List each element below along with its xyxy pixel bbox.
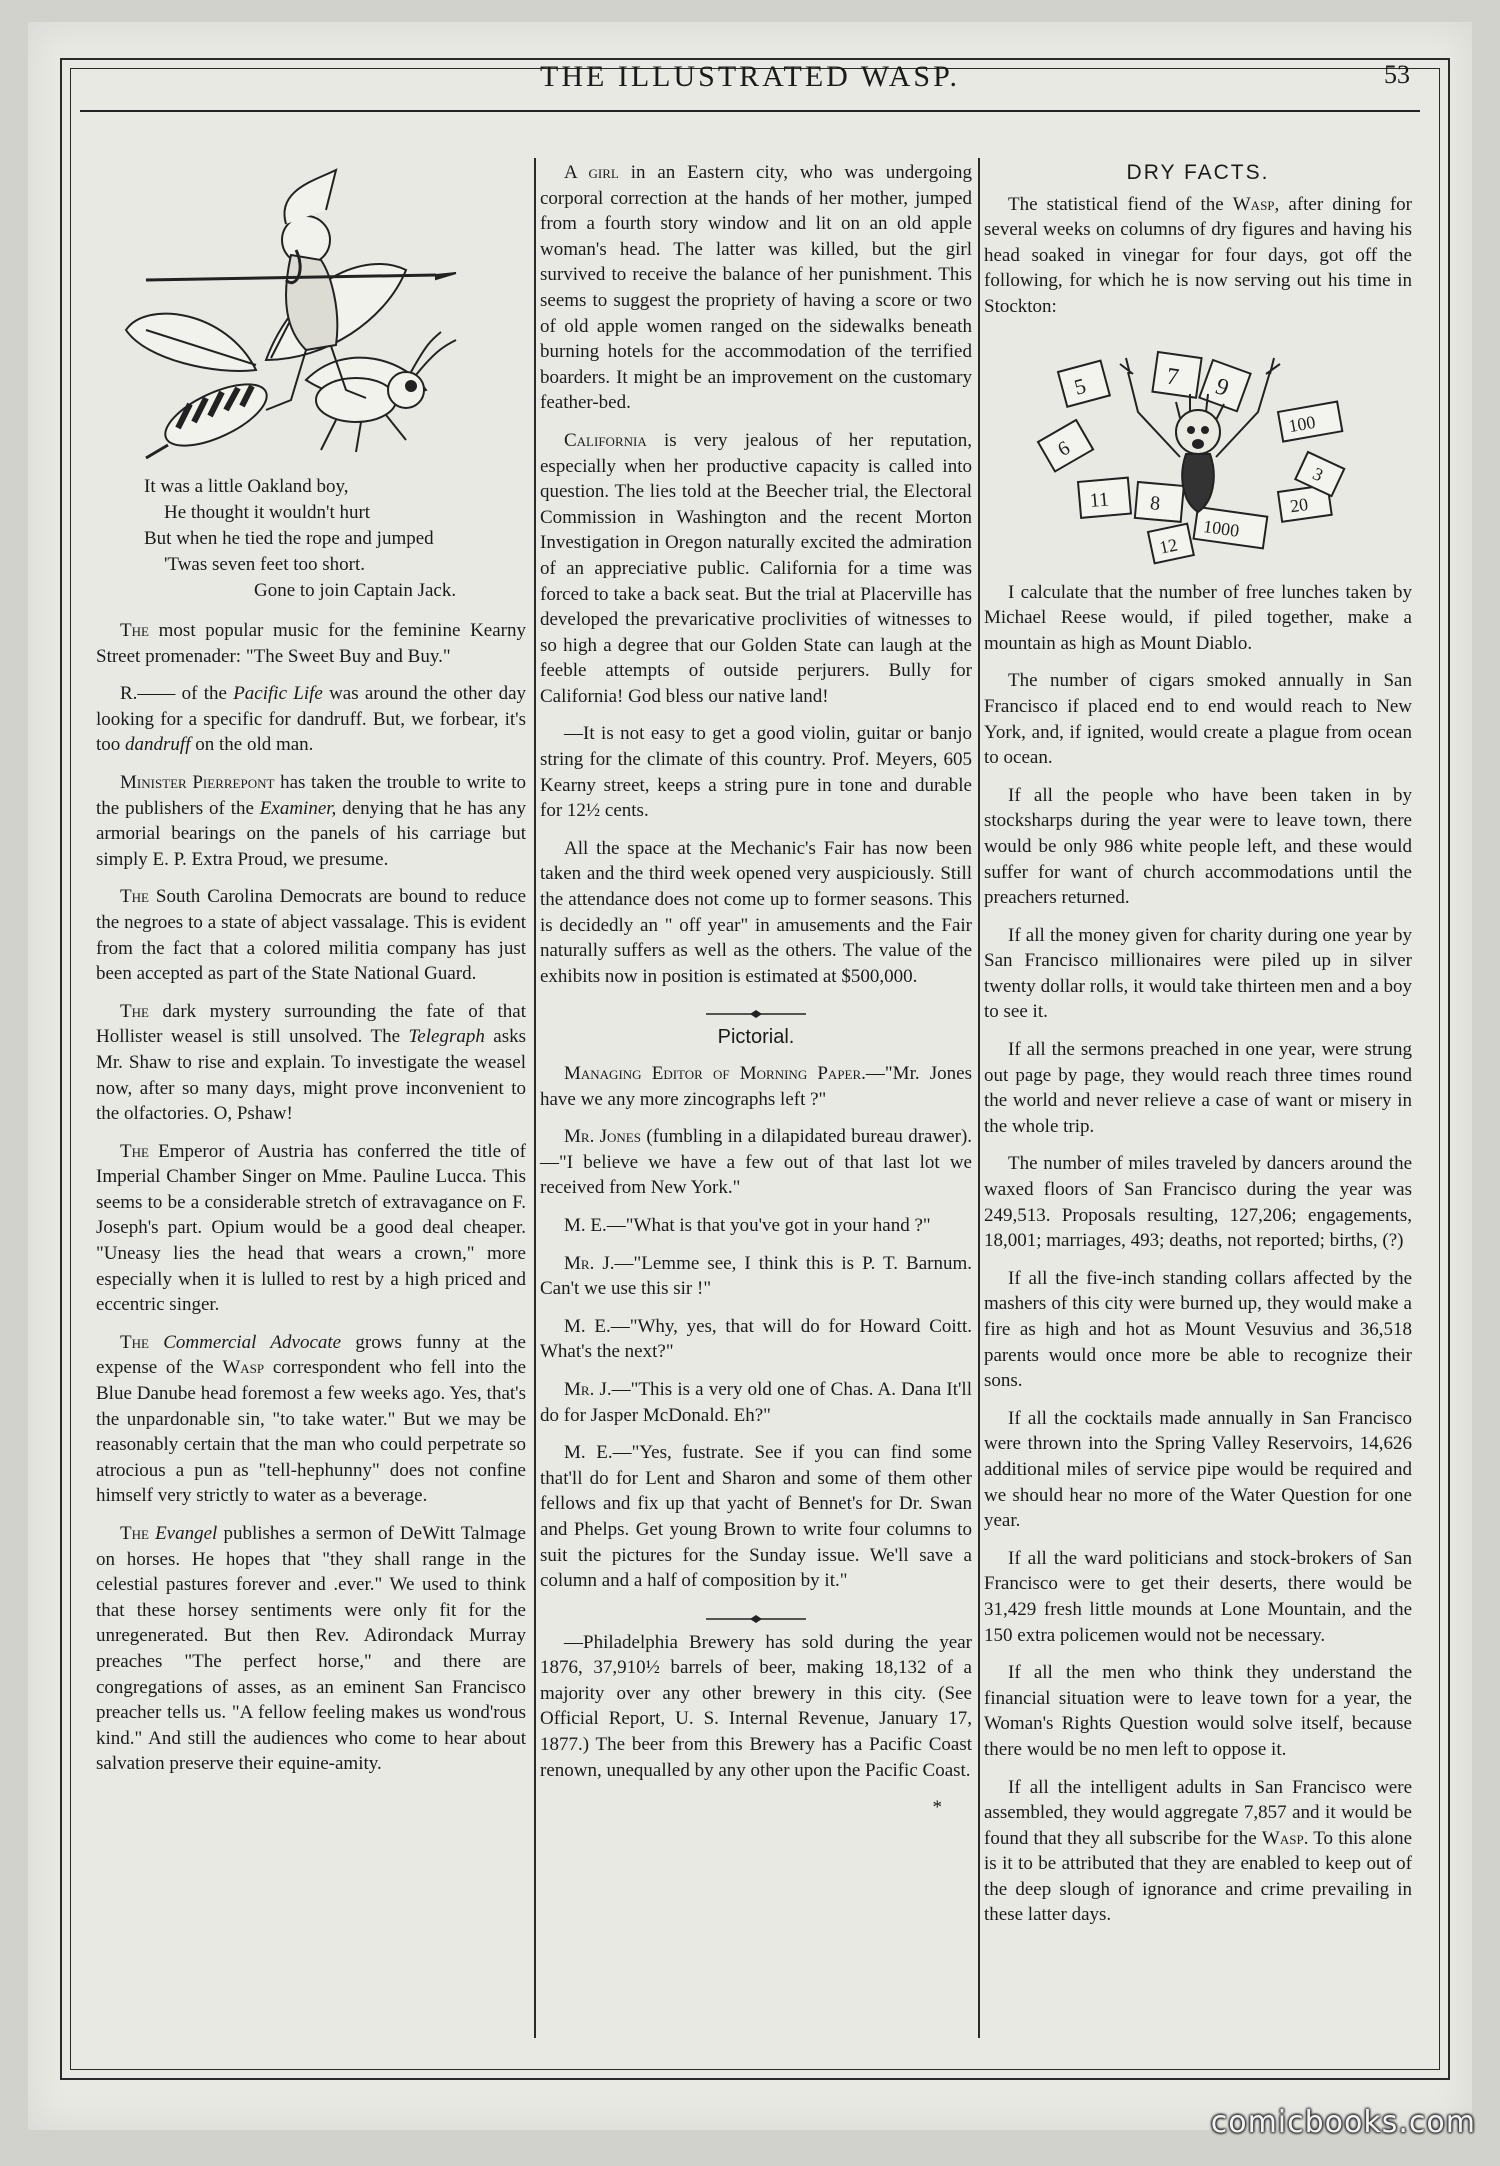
masthead	[80, 52, 1420, 112]
paragraph: The South Carolina Democrats are bound to reduce the negroes to a state of abject vassalage. This is evident from the fact that a colored militia company has just been accepted as part of the State National Guard.	[96, 886, 526, 985]
number-card-label: 3	[1309, 462, 1327, 485]
column-divider	[978, 158, 980, 2038]
fact-paragraph: If all the ward politicians and stock-brokers of San Francisco were to get their deserts, there would be 31,429 fresh little mounds at Lone Mountain, and the 150 extra policemen would not be necessary.	[984, 1547, 1412, 1646]
end-mark: *	[932, 1797, 942, 1819]
paragraph: The Commercial Advocate grows funny at the expense of the Wasp correspondent who fell into the Blue Danube head foremost a few weeks ago. Yes, that's the unpardonable sin, "to take water." But we may be reasonably certain that the man who could perpetrate so atrocious a pun as "tell-hephunny" does not confine himself very strictly to water as a beverage.	[96, 1331, 527, 1507]
paragraph: R.—— of the Pacific Life was around the other day looking for a specific for dandruff. But, we forbear, it's too dandruff on the old man.	[96, 683, 527, 756]
paragraph: —Philadelphia Brewery has sold during the year 1876, 37,910½ barrels of beer, making 18,132 of a majority over any other brewery in this city. (See Official Report, U. S. Internal Revenue, January 17, 1877.) The beer from this Brewery has a Pacific Coast renown, unequalled by any other upon the Pacific Coast.	[540, 1631, 972, 1781]
number-card-label: 100	[1286, 411, 1317, 436]
poem-line: It was a little Oakland boy,	[144, 476, 349, 497]
column-middle	[540, 160, 972, 1821]
column-divider	[534, 158, 536, 2038]
dialogue-line: M. E.—"What is that you've got in your hand ?"	[564, 1214, 931, 1236]
dialogue-line: Mr. J.—"This is a very old one of Chas. A. Dana It'll do for Jasper McDonald. Eh?"	[540, 1378, 972, 1426]
number-card	[1194, 507, 1268, 548]
poem-line: But when he tied the rope and jumped	[144, 528, 434, 549]
number-card-label: 8	[1149, 491, 1162, 515]
number-card	[1152, 352, 1201, 398]
watermark: comicbooks.com	[1210, 2105, 1476, 2140]
number-card-label: 6	[1054, 436, 1074, 461]
number-card	[1058, 360, 1110, 406]
fact-paragraph: The number of miles traveled by dancers around the waxed floors of San Francisco during the year was 249,513. Proposals resulting, 127,206; engagements, 18,001; marriages, 493; deaths, not reported; births, (?)	[984, 1153, 1412, 1252]
fact-paragraph: If all the men who think they understand the financial situation were to leave town for a year, the Woman's Rights Question would solve itself, because there would be no men left to oppose it.	[984, 1662, 1412, 1760]
number-card	[1148, 523, 1194, 563]
paragraph: The Emperor of Austria has conferred the title of Imperial Chamber Singer on Mme. Pauline Lucca. This seems to be a considerable stretch of extravagance on F. Joseph's part. Opium would be a good deal cheaper. "Uneasy lies the head that wears a crown," more especially when it is lulled to rest by a high priced and eccentric singer.	[96, 1140, 526, 1316]
page-title: THE ILLUSTRATED WASP.	[540, 60, 960, 93]
paragraph: The statistical fiend of the Wasp, after dining for several weeks on columns of dry figures and having his head soaked in vinegar for four days, got off the following, for which he is now serving out his time in Stockton:	[984, 193, 1413, 317]
number-card-label: 11	[1088, 487, 1110, 512]
fact-paragraph: If all the cocktails made annually in San Francisco were thrown into the Spring Valley Reservoirs, 14,626 additional miles of service pipe would be required and we should hear no more of the Water Question for one year.	[984, 1407, 1412, 1532]
poem-line: He thought it wouldn't hurt	[164, 502, 371, 523]
paragraph: The Evangel publishes a sermon of DeWitt Talmage on horses. He hopes that "they shall range in the celestial pastures forever and .ever." We used to think that these horsey sentiments were only fit for the unregenerated. But then Rev. Adirondack Murray preaches "The perfect horse," and there are congregations of asses, as an eminent San Francisco preacher tells us. "A fellow feeling makes us wond'rous kind." And still the audiences who come to hear about salvation preserve their equine-amity.	[96, 1523, 526, 1775]
number-card-label: 20	[1288, 493, 1310, 516]
dialogue-line: M. E.—"Yes, fustrate. See if you can find some that'll do for Lent and Sharon and some of them other fellows and fix up that yacht of Bennet's for Dr. Swan and Phelps. Get young Brown to write four columns to suit the pictures for the Sunday issue. We'll save a column and a half of composition by it."	[540, 1442, 972, 1592]
number-card-label: 7	[1164, 363, 1181, 391]
fact-paragraph: If all the sermons preached in one year, were strung out page by page, they would reach three times round the world and never relieve a case of want or misery in the whole trip.	[984, 1039, 1412, 1137]
paragraph: California is very jealous of her reputation, especially when her productive capacity is called into question. The lies told at the Beecher trial, the Electoral Commission in Washington and the recent Morton Investigation in Oregon naturally excited the admiration of an appreciative public. California for a time was forced to take a back seat. But the trial at Placerville has developed the prevaricative proclivities of witnesses to so high a degree that our Golden State can laugh at the feeble attempts of outside perjurers. Bully for California! God bless our native land!	[540, 429, 973, 707]
section-heading-dry-facts: DRY FACTS.	[1126, 161, 1270, 184]
fact-paragraph: If all the intelligent adults in San Francisco were assembled, they would aggregate 7,857 and it would be found that they all subscribe for the Wasp. To this alone is it to be attributed that they are enabled to keep out of the deep slough of ignorance and crime prevailing in these latter days.	[984, 1776, 1412, 1926]
paragraph: All the space at the Mechanic's Fair has now been taken and the third week opened very auspiciously. Still the attendance does not come up to former seasons. This is decidedly an " off year" in amusements and the Fair naturally suffers as well as the others. The value of the exhibits now in position is estimated at $500,000.	[540, 837, 972, 987]
paragraph: The most popular music for the feminine Kearny Street promenader: "The Sweet Buy and Buy."	[96, 620, 527, 667]
number-card-label: 1000	[1202, 515, 1241, 541]
ornament-divider	[540, 1001, 972, 1011]
paragraph: —It is not easy to get a good violin, guitar or banjo string for the climate of this country. Prof. Meyers, 605 Kearny street, keeps a string pure in tone and durable for 12½ cents.	[540, 723, 972, 822]
poem-line: 'Twas seven feet too short.	[164, 554, 366, 575]
paragraph: Minister Pierrepont has taken the trouble to write to the publishers of the Examiner, denying that he has any armorial bearings on the panels of his carriage but simply E. P. Extra Proud, we presume.	[96, 771, 526, 870]
dialogue-line: Mr. Jones (fumbling in a dilapidated bureau drawer).—"I believe we have a few out of that last lot we received from New York."	[540, 1126, 973, 1199]
fact-paragraph: The number of cigars smoked annually in San Francisco if placed end to end would reach to New York, and, if ignited, would create a plague from ocean to ocean.	[984, 670, 1412, 769]
poem	[144, 474, 526, 604]
number-card-label: 9	[1211, 373, 1233, 402]
paragraph: A girl in an Eastern city, who was undergoing corporal correction at the hands of her mother, jumped from a fourth story window and lit on an old apple woman's head. The latter was killed, but the girl survived to receive the balance of her punishment. This seems to suggest the propriety of having a score or two of old apple women ranged on the sidewalks beneath burning hotels for the accommodation of the terrified boarders. It might be an improvement on the customary feather-bed.	[540, 162, 972, 414]
dialogue-line: Mr. J.—"Lemme see, I think this is P. T. Barnum. Can't we use this sir !"	[540, 1252, 972, 1300]
number-card	[1135, 482, 1184, 522]
dialogue-line: M. E.—"Why, yes, that will do for Howard Coitt. What's the next?"	[540, 1315, 972, 1363]
number-card-label: 12	[1157, 533, 1180, 558]
ornament-divider	[540, 1606, 972, 1616]
wasp-rider-illustration	[106, 160, 526, 460]
number-card	[1078, 477, 1131, 517]
number-card	[1278, 401, 1342, 441]
section-heading-pictorial: Pictorial.	[717, 1026, 795, 1049]
dialogue-line: Managing Editor of Morning Paper.—"Mr. Jones have we any more zincographs left ?"	[540, 1063, 972, 1110]
paragraph: The dark mystery surrounding the fate of that Hollister weasel is still unsolved. The Telegraph asks Mr. Shaw to rise and explain. To investigate the weasel now, after so many days, might prove inconvenient to the olfactories. O, Pshaw!	[96, 1000, 527, 1125]
fact-paragraph: I calculate that the number of free lunches taken by Michael Reese would, if piled together, make a mountain as high as Mount Diablo.	[984, 581, 1412, 654]
poem-line: Gone to join Captain Jack.	[254, 580, 457, 601]
column-right	[984, 160, 1412, 1940]
column-left	[96, 160, 526, 1789]
statistical-fiend-illustration	[1008, 332, 1388, 572]
fact-paragraph: If all the five-inch standing collars affected by the mashers of this city were burned up, they would make a fire as high and hot as Mount Vesuvius and 36,518 parents would once more be able to recognize their sons.	[984, 1267, 1412, 1392]
number-card-label: 5	[1071, 372, 1089, 400]
page-number: 53	[1384, 60, 1410, 89]
fact-paragraph: If all the money given for charity during one year by San Francisco millionaires were piled up in silver twenty dollar rolls, it would take thirteen men and a boy to see it.	[984, 924, 1412, 1023]
number-card	[1038, 420, 1093, 471]
fact-paragraph: If all the people who have been taken in by stocksharps during the year were to leave town, there would be only 986 white people left, and these would suffer for want of church accommodations until the preachers returned.	[984, 784, 1412, 909]
